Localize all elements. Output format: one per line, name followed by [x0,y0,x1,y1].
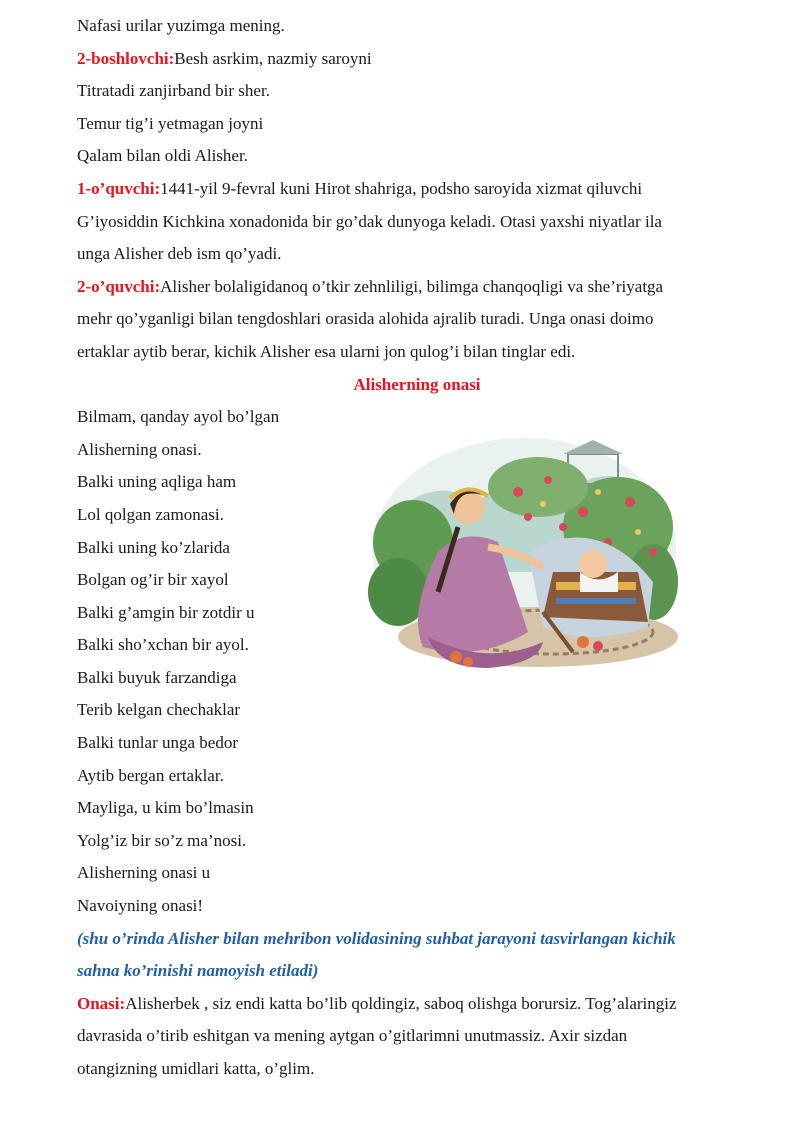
speaker-label: 1-o’quvchi: [77,178,161,198]
poem-line: Mayliga, u kim bo’lmasin [77,798,254,818]
speaker-label: 2-boshlovchi: [77,48,175,68]
paragraph-line [77,271,757,304]
poem-line: Alisherning onasi u [77,863,211,883]
paragraph-line: ertaklar aytib berar, kichik Alisher esa ularni jon qulog’i bilan tinglar edi. [77,341,576,361]
verse-line [77,43,757,76]
verse-line: Qalam bilan oldi Alisher. [77,146,248,166]
poem-line: Alisherning onasi. [77,439,202,459]
verse-line: Nafasi urilar yuzimga mening. [77,16,285,35]
poem-line: Balki sho’xchan bir ayol. [77,635,249,655]
paragraph-line: mehr qo’yganligi bilan tengdoshlari orasida alohida ajralib turadi. Unga onasi doimo [77,309,654,329]
poem-line: Aytib bergan ertaklar. [77,765,224,785]
mother-with-cradle-illustration [368,432,680,672]
paragraph-line: unga Alisher deb ism qo’yadi. [77,244,282,264]
poem-line: Balki uning ko’zlarida [77,537,230,557]
paragraph-line [77,173,757,206]
speaker-label: Onasi: [77,993,126,1013]
stage-direction: sahna ko’rinishi namoyish etiladi) [77,961,319,981]
paragraph-line [77,988,757,1021]
poem-line: Balki buyuk farzandiga [77,667,237,687]
verse-text: Besh asrkim, nazmiy saroyni [174,48,372,68]
verse-line: Temur tig’i yetmagan joyni [77,113,264,133]
poem-line: Balki tunlar unga bedor [77,733,238,753]
paragraph-text: 1441-yil 9-fevral kuni Hirot shahriga, podsho saroyida xizmat qiluvchi [160,178,643,198]
paragraph-line: otangizning umidlari katta, o’glim. [77,1059,315,1078]
poem-line: Balki uning aqliga ham [77,472,237,492]
paragraph-line: davrasida o’tirib eshitgan va mening aytgan o’gitlarimni unutmassiz. Axir sizdan [77,1026,628,1046]
paragraph-text: Alisherbek , siz endi katta bo’lib qoldingiz, saboq olishga borursiz. Tog’alaringiz [125,993,677,1013]
poem-line: Terib kelgan chechaklar [77,700,241,720]
verse-line: Titratadi zanjirband bir sher. [77,81,270,101]
poem-line: Lol qolgan zamonasi. [77,504,224,524]
speaker-label: 2-o’quvchi: [77,276,161,296]
poem-title: Alisherning onasi [353,374,481,394]
poem-line: Navoiyning onasi! [77,896,204,916]
poem-line: Balki g’amgin bir zotdir u [77,602,255,622]
stage-direction: (shu o’rinda Alisher bilan mehribon volidasining suhbat jarayoni tasvirlangan kichik [77,928,676,948]
poem-line: Yolg’iz bir so’z ma’nosi. [77,830,247,850]
paragraph-line: G’iyosiddin Kichkina xonadonida bir go’dak dunyoga keladi. Otasi yaxshi niyatlar ila [77,211,662,231]
poem-line: Bilmam, qanday ayol bo’lgan [77,407,280,427]
paragraph-text: Alisher bolaligidanoq o’tkir zehnliligi, bilimga chanqoqligi va she’riyatga [160,276,664,296]
poem-line: Bolgan og’ir bir xayol [77,570,229,590]
